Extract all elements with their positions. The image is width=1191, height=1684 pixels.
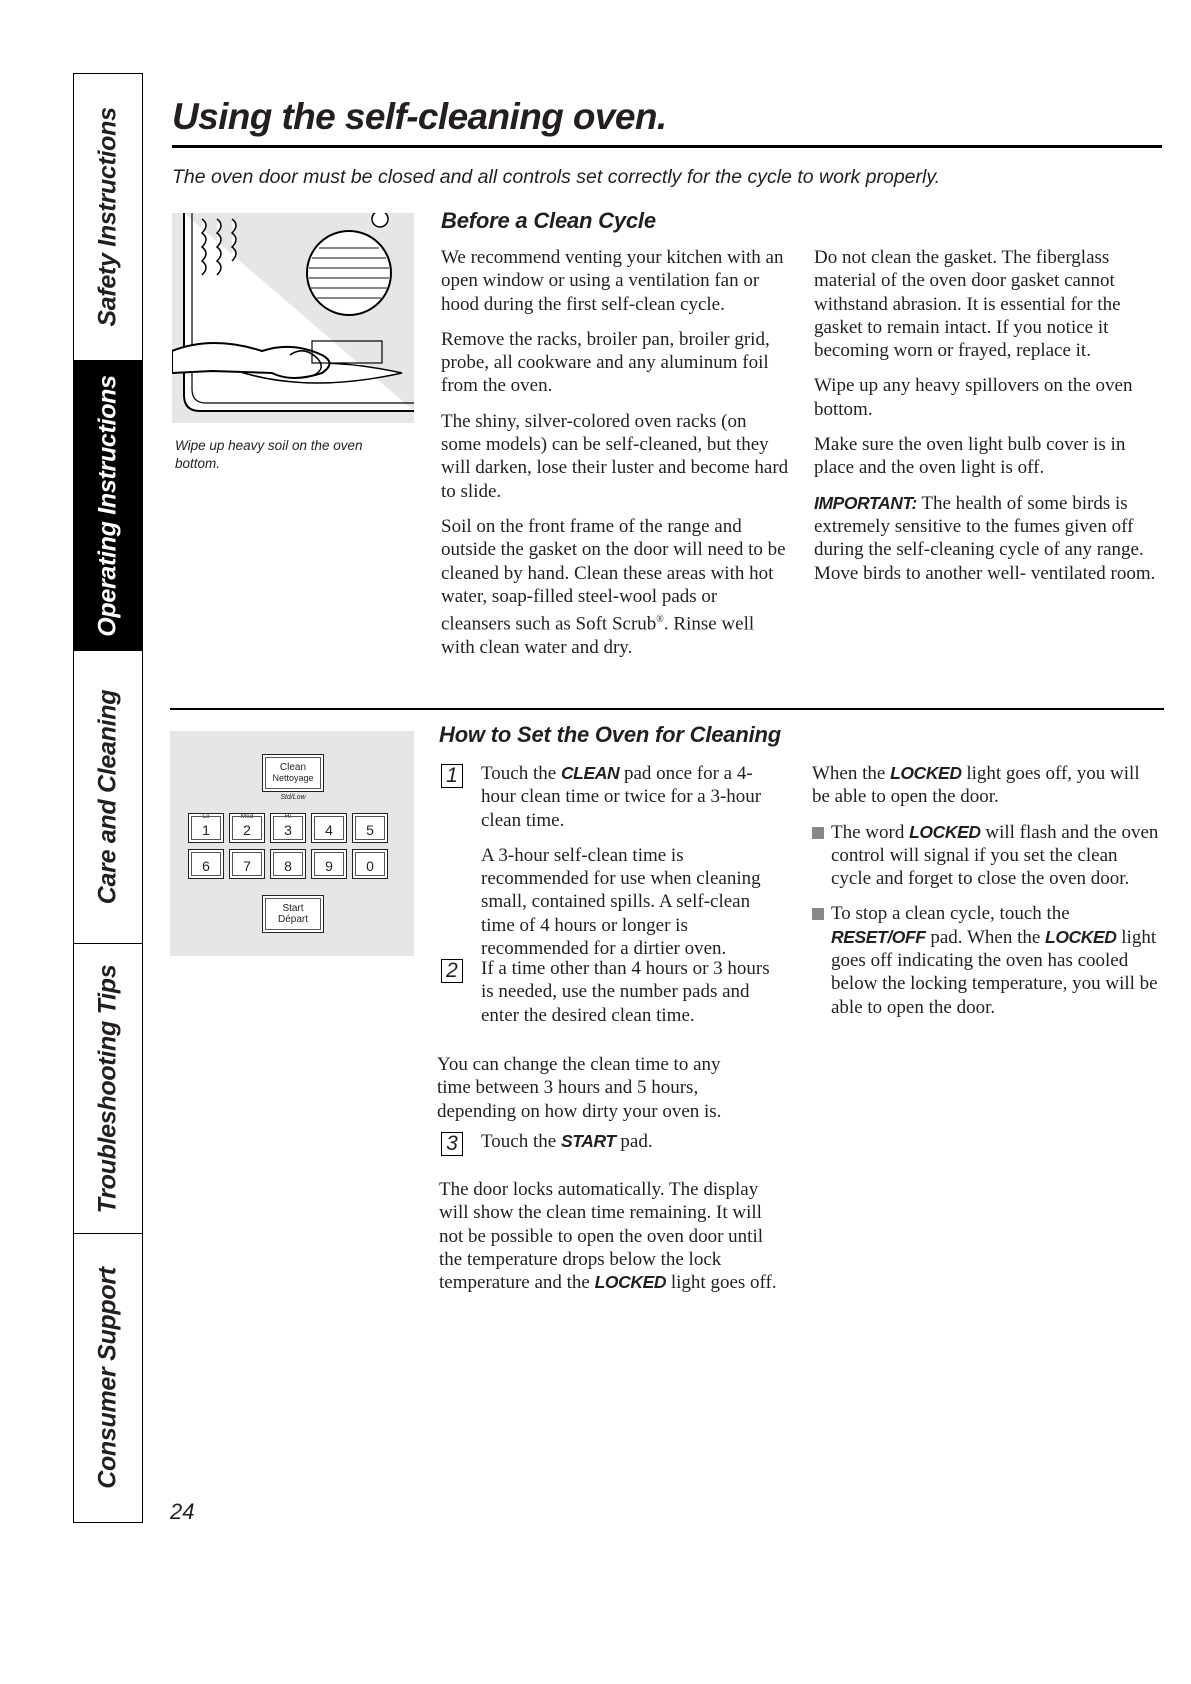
paragraph: Wipe up any heavy spillovers on the oven bottom. bbox=[814, 375, 1133, 420]
step-number: 1 bbox=[441, 764, 463, 788]
number-pad-4: 4 bbox=[311, 813, 347, 843]
tab-label: Care and Cleaning bbox=[93, 689, 122, 905]
tab-label: Consumer Support bbox=[93, 1266, 122, 1489]
tab-care-and-cleaning[interactable] bbox=[74, 651, 142, 944]
bullet-item: The word LOCKED will flash and the oven control will signal if you set the clean cycle and forget to close the oven door. bbox=[812, 821, 1162, 891]
page-title: Using the self-cleaning oven. bbox=[172, 96, 667, 137]
bullet-item: To stop a clean cycle, touch the RESET/OFF pad. When the LOCKED light goes off indicating the oven has cooled below the locking temperature, you will be able to open the door. bbox=[812, 902, 1162, 1018]
number-pad-7: 7 bbox=[229, 849, 265, 879]
step-number: 3 bbox=[441, 1132, 463, 1156]
section-divider bbox=[170, 708, 1164, 710]
paragraph: Make sure the oven light bulb cover is in place and the oven light is off. bbox=[814, 434, 1126, 479]
title-divider bbox=[172, 145, 1162, 148]
number-pad-2: Med 2 bbox=[229, 813, 265, 843]
change-time-note: You can change the clean time to any time between 3 hours and 5 hours, depending on how dirty your oven is. bbox=[437, 1054, 722, 1122]
important-note: IMPORTANT: The health of some birds is extremely sensitive to the fumes given off during the self-cleaning cycle of any range. Move birds to another well- ventilated room. bbox=[814, 492, 1156, 584]
oven-cleaning-illustration bbox=[172, 213, 414, 423]
tab-label: Operating Instructions bbox=[93, 374, 122, 637]
paragraph: Remove the racks, broiler pan, broiler grid, probe, all cookware and any aluminum foil from the oven. bbox=[441, 328, 770, 397]
tab-safety-instructions[interactable] bbox=[74, 74, 142, 361]
bullet-square-icon bbox=[812, 827, 824, 839]
paragraph: Do not clean the gasket. The fiberglass material of the oven door gasket cannot withstand abrasion. It is essential for the gasket to remain intact. If you notice it becoming worn or frayed, replace it. bbox=[814, 247, 1121, 362]
intro-text: The oven door must be closed and all controls set correctly for the cycle to work properly. bbox=[172, 166, 941, 188]
tab-operating-instructions[interactable] bbox=[74, 361, 142, 651]
before-clean-column-2 bbox=[814, 246, 1164, 597]
paragraph: When the LOCKED light goes off, you will be able to open the door. bbox=[812, 763, 1140, 808]
number-pad-8: 8 bbox=[270, 849, 306, 879]
figure-caption: Wipe up heavy soil on the oven bottom. bbox=[175, 438, 363, 471]
tab-label: Safety Instructions bbox=[93, 107, 122, 327]
paragraph: Soil on the front frame of the range and outside the gasket on the door will need to be cleaned by hand. Clean these areas with hot water, soap-filled steel-wool pads or cleansers such as Soft Scrub®. Rinse well with clean water and dry. bbox=[441, 515, 786, 658]
paragraph: We recommend venting your kitchen with an open window or using a ventilation fan or hood during the first self-clean cycle. bbox=[441, 247, 784, 315]
number-pad-1: Lo 1 bbox=[188, 813, 224, 843]
bullet-square-icon bbox=[812, 908, 824, 920]
start-pad: Start Départ bbox=[262, 895, 324, 933]
clean-pad-sublabel: Std/Low bbox=[280, 794, 306, 801]
page-number: 24 bbox=[170, 1499, 195, 1524]
door-locks-paragraph: The door locks automatically. The display will show the clean time remaining. It will not be possible to open the oven door until the temperature drops below the lock temperature and the LOCKED light goes off. bbox=[439, 1179, 777, 1294]
how-to-column-2 bbox=[812, 762, 1162, 1031]
section-tabs bbox=[73, 73, 143, 1523]
number-pad-9: 9 bbox=[311, 849, 347, 879]
number-pad-3: Hi 3 bbox=[270, 813, 306, 843]
step-text: If a time other than 4 hours or 3 hours is needed, use the number pads and enter the desired clean time. bbox=[481, 958, 770, 1026]
step-note: A 3-hour self-clean time is recommended for use when cleaning small, contained spills. A self-clean time of 4 hours or longer is recommended for a dirtier oven. bbox=[481, 844, 761, 960]
oven-wipe-icon bbox=[172, 213, 414, 423]
paragraph: The shiny, silver-colored oven racks (on some models) can be self-cleaned, but they will darken, lose their luster and become hard to slide. bbox=[441, 410, 789, 502]
section-heading-how-to-set: How to Set the Oven for Cleaning bbox=[439, 722, 781, 747]
step-text: Touch the START pad. bbox=[481, 1131, 653, 1152]
clean-pad: Clean Nettoyage bbox=[262, 754, 324, 792]
number-pad-6: 6 bbox=[188, 849, 224, 879]
tab-troubleshooting-tips[interactable] bbox=[74, 944, 142, 1234]
step-text: Touch the CLEAN pad once for a 4-hour clean time or twice for a 3-hour clean time. bbox=[481, 763, 762, 831]
control-panel-illustration bbox=[170, 731, 414, 956]
before-clean-column-1 bbox=[441, 246, 791, 671]
section-heading-before-clean: Before a Clean Cycle bbox=[441, 208, 656, 233]
tab-consumer-support[interactable] bbox=[74, 1234, 142, 1521]
tab-label: Troubleshooting Tips bbox=[93, 964, 122, 1213]
number-pad-5: 5 bbox=[352, 813, 388, 843]
number-pad-0: 0 bbox=[352, 849, 388, 879]
step-number: 2 bbox=[441, 959, 463, 983]
